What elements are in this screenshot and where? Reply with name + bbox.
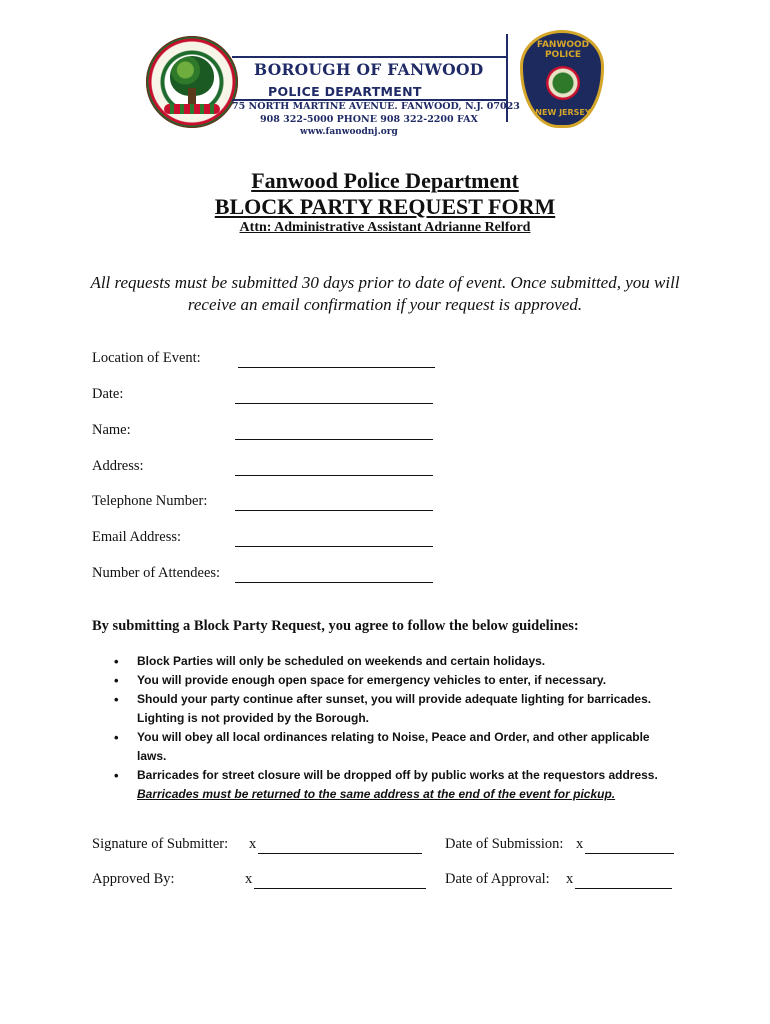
form-title-department: Fanwood Police Department [251,168,519,193]
date-label: Date: [92,386,124,402]
header-rule-top [232,56,507,58]
approval-date-field[interactable] [575,888,672,889]
guidelines-list [110,652,680,804]
guidelines-heading: By submitting a Block Party Request, you agree to follow the below guidelines: [92,618,579,634]
department-website: www.fanwoodnj.org [300,127,398,137]
approved-by-label: Approved By: [92,871,175,887]
date-field[interactable] [235,403,433,404]
address-field[interactable] [235,475,433,476]
email-field[interactable] [235,546,433,547]
submission-date-field[interactable] [585,853,674,854]
telephone-label: Telephone Number: [92,493,208,509]
email-label: Email Address: [92,529,182,545]
seal-wreath-icon [164,104,220,114]
approved-by-x-mark: x [245,871,253,887]
barricade-return-note: Barricades must be returned to the same address at the end of the event for pickup. [137,787,616,801]
department-address: 75 NORTH MARTINE AVENUE. FANWOOD, N.J. 07023 [232,101,520,112]
department-name: POLICE DEPARTMENT [268,84,422,99]
address-label: Address: [92,458,144,474]
attention-line: Attn: Administrative Assistant Adrianne Relford [239,220,531,235]
name-field[interactable] [235,439,433,440]
submission-date-x-mark: x [576,836,584,852]
name-label: Name: [92,422,131,438]
telephone-field[interactable] [235,510,433,511]
attendees-field[interactable] [235,582,433,583]
borough-name: BOROUGH OF FANWOOD [254,60,484,79]
approved-by-field[interactable] [254,888,426,889]
badge-emblem-icon [546,66,580,100]
list-item [110,766,680,804]
location-field[interactable] [238,367,435,368]
seal-trunk-icon [188,88,196,104]
badge-text-top: FANWOOD POLICE [536,40,590,60]
list-item: • You will obey all local ordinances relating to Noise, Peace and Order, and other applicable laws. [110,728,680,766]
list-item-text: Barricades for street closure will be dropped off by public works at the requestors address. [137,768,658,782]
submission-date-label: Date of Submission: [445,836,564,852]
list-item: • You will provide enough open space for emergency vehicles to enter, if necessary. [110,671,680,690]
submitter-x-mark: x [249,836,257,852]
list-item: • Should your party continue after sunset, you will provide adequate lighting for barricades. Lighting is not provided by the Borough. [110,690,680,728]
badge-text-bottom: NEW JERSEY [535,108,591,117]
list-item: • Block Parties will only be scheduled on weekends and certain holidays. [110,652,680,671]
submitter-signature-field[interactable] [258,853,422,854]
approval-date-label: Date of Approval: [445,871,550,887]
attendees-label: Number of Attendees: [92,565,221,581]
department-phones: 908 322-5000 PHONE 908 322-2200 FAX [260,114,478,125]
approval-date-x-mark: x [566,871,574,887]
submitter-signature-label: Signature of Submitter: [92,836,229,852]
location-label: Location of Event: [92,350,201,366]
form-title: BLOCK PARTY REQUEST FORM [214,194,556,219]
submission-notice: All requests must be submitted 30 days prior to date of event. Once submitted, you will receive an email confirmation if your request is approved. [90,273,680,314]
